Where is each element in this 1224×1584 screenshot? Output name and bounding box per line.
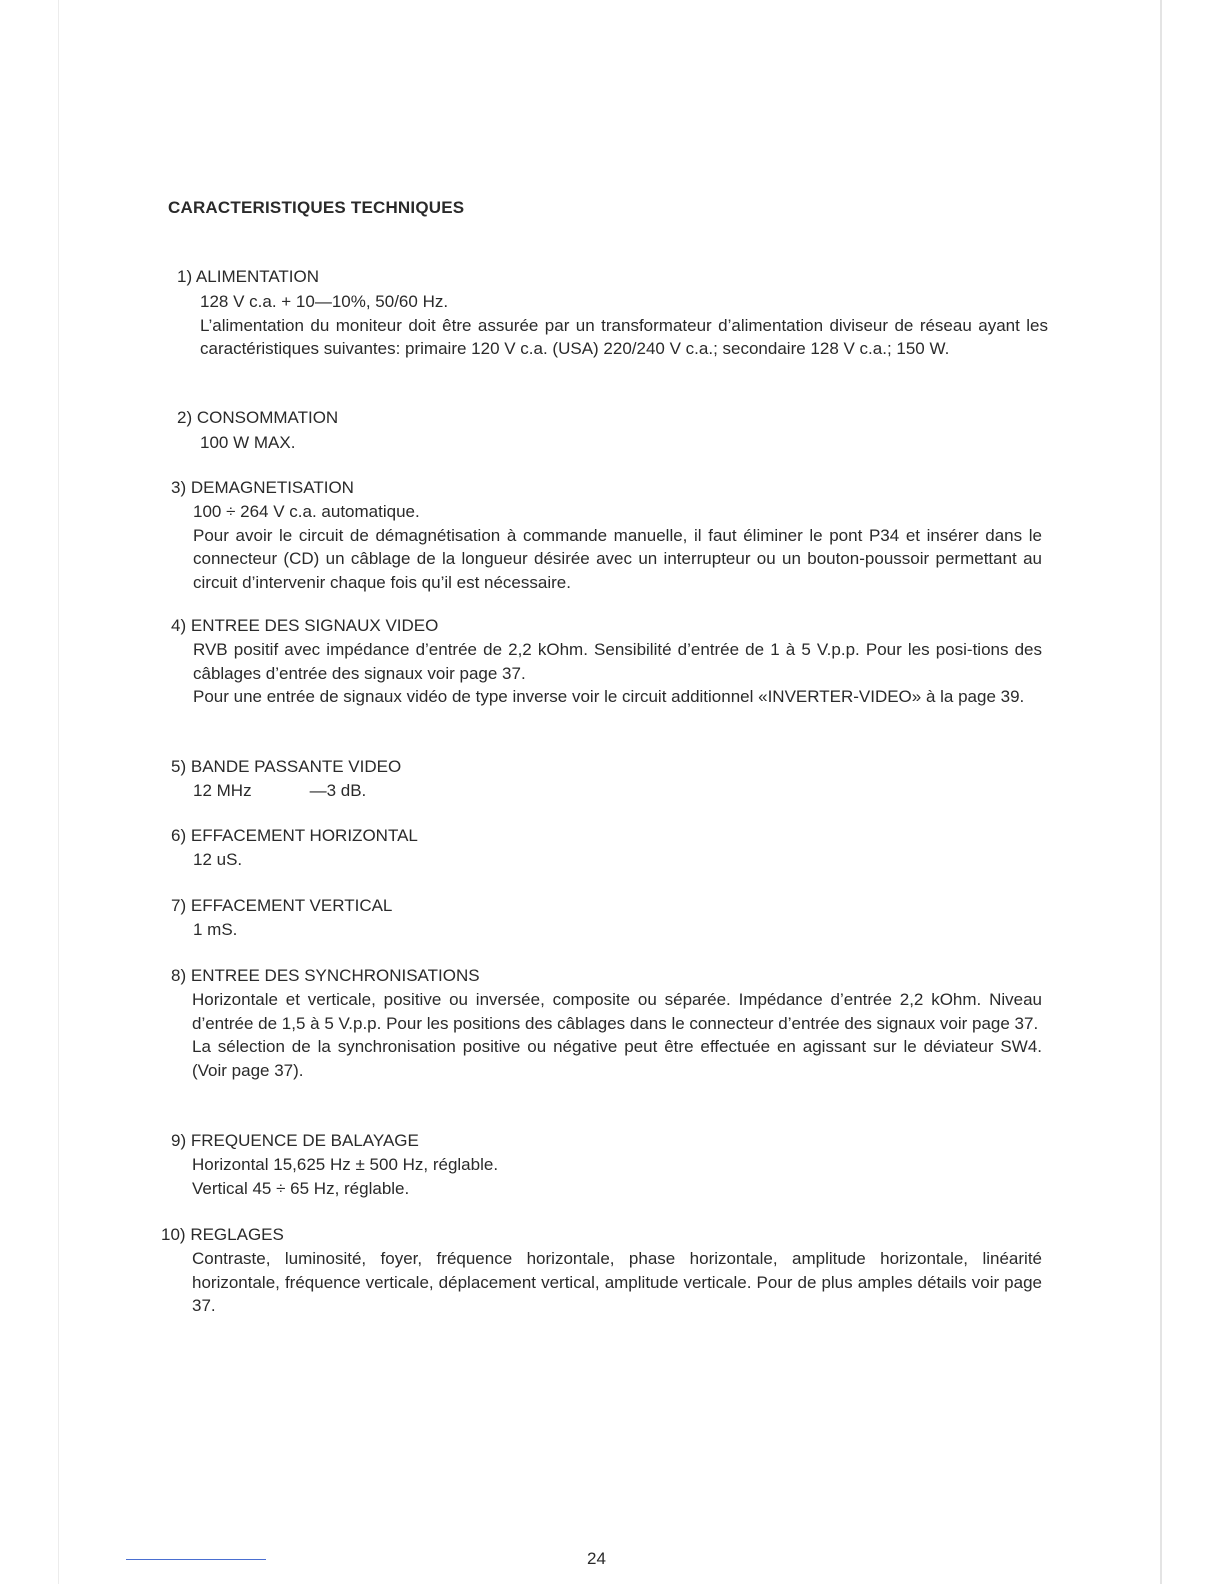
paragraph: Horizontale et verticale, positive ou inversée, composite ou séparée. Impédance d’entrée 2,2 kOhm. Niveau d’entrée de 1,5 à 5 V.p.p. Pour les positions des câblages dans le connecteur d’entrée des signaux voir page 37. <box>192 990 1042 1033</box>
paragraph: Pour avoir le circuit de démagnétisation à commande manuelle, il faut éliminer le pont P34 et insérer dans le connecteur (CD) un câblage de la longueur désirée avec un interrupteur ou un bouton-poussoir permettant au circuit d’intervenir chaque fois qu’il est nécessaire. <box>193 525 1042 592</box>
section-title: ALIMENTATION <box>195 267 320 286</box>
section-body <box>192 1153 1042 1200</box>
section-number: 2) <box>177 408 193 427</box>
paragraph: 12 uS. <box>193 850 243 869</box>
paragraph: La sélection de la synchronisation positive ou négative peut être effectuée en agissant sur le déviateur SW4. (Voir page 37). <box>192 1037 1042 1080</box>
paragraph: Contraste, luminosité, foyer, fréquence horizontale, phase horizontale, amplitude horizontale, linéarité horizontale, fréquence verticale, déplacement vertical, amplitude verticale. Pour de plus amples détails voir page 37. <box>192 1249 1042 1315</box>
section-body <box>200 431 1048 455</box>
paragraph: 100 ÷ 264 V c.a. automatique. <box>193 502 420 521</box>
section-title: ENTREE DES SIGNAUX VIDEO <box>190 616 439 635</box>
section-heading <box>171 894 392 918</box>
section-number: 9) <box>171 1131 187 1150</box>
section-heading <box>171 614 438 638</box>
attenuation-value: —3 dB. <box>309 781 367 800</box>
section-heading <box>171 755 401 779</box>
section-title: BANDE PASSANTE VIDEO <box>190 757 402 776</box>
section-number: 5) <box>171 757 187 776</box>
paragraph <box>193 779 1042 803</box>
section-body <box>192 988 1042 1082</box>
section-number: 3) <box>171 478 187 497</box>
section-number: 6) <box>171 826 187 845</box>
section-body <box>200 290 1048 361</box>
page-edge-right <box>1160 0 1162 1584</box>
footer-rule <box>126 1559 266 1560</box>
paragraph: Horizontal 15,625 Hz ± 500 Hz, réglable. <box>192 1155 499 1174</box>
paragraph: 1 mS. <box>193 920 238 939</box>
document-title: CARACTERISTIQUES TECHNIQUES <box>168 198 465 217</box>
page-number: 24 <box>587 1549 606 1568</box>
section-title: CONSOMMATION <box>196 408 339 427</box>
paragraph: RVB positif avec impédance d’entrée de 2,2 kOhm. Sensibilité d’entrée de 1 à 5 V.p.p. Pour les posi-tions des câblages d’entrée des signaux voir page 37. <box>193 640 1042 683</box>
section-body <box>193 638 1042 709</box>
paragraph: L’alimentation du moniteur doit être assurée par un transformateur d’alimentation diviseur de réseau ayant les caractéristiques suivantes: primaire 120 V c.a. (USA) 220/240 V c.a.; secondaire 128 V c.a.; 150 W. <box>200 315 1048 358</box>
paragraph: Vertical 45 ÷ 65 Hz, réglable. <box>192 1178 410 1198</box>
section-body <box>193 500 1042 594</box>
section-title: EFFACEMENT HORIZONTAL <box>190 826 418 845</box>
section-number: 4) <box>171 616 187 635</box>
section-title: ENTREE DES SYNCHRONISATIONS <box>190 966 480 985</box>
section-body <box>193 779 1042 803</box>
section-heading <box>177 265 319 289</box>
paragraph: Pour une entrée de signaux vidéo de type inverse voir le circuit additionnel «INVERTER-VIDEO» à la page 39. <box>193 687 1025 706</box>
section-number: 1) <box>177 267 193 286</box>
section-title: EFFACEMENT VERTICAL <box>190 896 393 915</box>
section-number: 7) <box>171 896 187 915</box>
section-number: 8) <box>171 966 187 985</box>
section-title: DEMAGNETISATION <box>190 478 354 497</box>
section-body <box>193 848 1042 872</box>
section-title: FREQUENCE DE BALAYAGE <box>190 1131 419 1150</box>
paragraph: 128 V c.a. + 10—10%, 50/60 Hz. <box>200 292 449 311</box>
section-heading <box>171 964 480 988</box>
section-number: 10) <box>161 1225 186 1244</box>
section-heading <box>177 406 338 430</box>
section-heading <box>161 1223 284 1247</box>
section-heading <box>171 1129 419 1153</box>
section-heading <box>171 476 354 500</box>
section-body <box>193 918 1042 942</box>
page-edge-left <box>58 0 59 1584</box>
paragraph: 100 W MAX. <box>200 433 296 452</box>
section-body <box>192 1247 1042 1318</box>
section-title: REGLAGES <box>190 1225 284 1244</box>
section-heading <box>171 824 418 848</box>
bandwidth-value: 12 MHz <box>193 781 252 800</box>
